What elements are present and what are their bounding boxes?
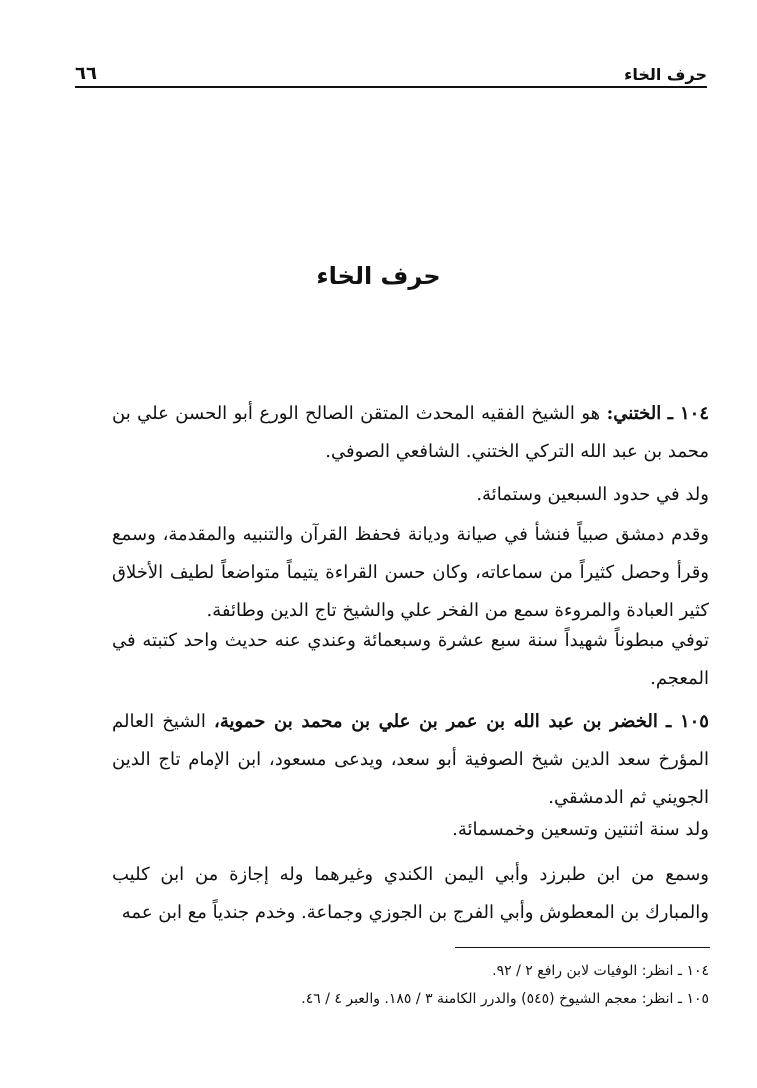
entry-number: ١٠٤ ـ (667, 403, 709, 424)
paragraph-biography-104: وقدم دمشق صبياً فنشأ في صيانة وديانة فحفظ القرآن والتنبيه والمقدمة، وسمع وقرأ وحصل كثيراً من سماعاته، وكان حسن القراءة يتيماً متواضعاً لطيف الأخلاق كثير العبادة والمروءة سمع من الفخر علي والشيخ تاج الدين وطائفة. (112, 524, 709, 621)
entry-104 (112, 395, 709, 471)
running-header (75, 60, 707, 88)
paragraph-death-104: توفي مبطوناً شهيداً سنة سبع عشرة وسبعمائة وعندي عنه حديث واحد كتبته في المعجم. (112, 630, 709, 689)
entry-text: الشيخ العالم المؤرخ سعد الدين شيخ الصوفية أبو سعد، ويدعى مسعود، ابن الإمام تاج الدين الجويني ثم الدمشقي. (112, 711, 709, 808)
entry-105 (112, 703, 709, 817)
entry-heading: الخضر بن عبد الله بن عمر بن علي بن محمد بن حموية، (214, 711, 658, 732)
entry-text: هو الشيخ الفقيه المحدث المتقن الصالح الورع أبو الحسن علي بن محمد بن عبد الله التركي الختني. الشافعي الصوفي. (112, 403, 709, 462)
footnote-divider (455, 947, 710, 948)
footnote-105: ١٠٥ ـ انظر: معجم الشيوخ (٥٤٥) والدرر الكامنة ٣ / ١٨٥. والعبر ٤ / ٤٦. (301, 991, 709, 1007)
entry-number: ١٠٥ ـ (665, 711, 709, 732)
paragraph-birth-104: ولد في حدود السبعين وستمائة. (476, 484, 709, 505)
footnote-104: ١٠٤ ـ انظر: الوفيات لابن رافع ٢ / ٩٢. (492, 963, 709, 979)
entry-heading: الختني: (606, 403, 662, 424)
paragraph-biography-105: وسمع من ابن طبرزد وأبي اليمن الكندي وغيرهما وله إجازة من ابن كليب والمبارك بن المعطوش وأبي الفرج بن الجوزي وجماعة. وخدم جندياً مع ابن عمه (112, 864, 709, 923)
paragraph-birth-105: ولد سنة اثنتين وتسعين وخمسمائة. (452, 819, 709, 840)
page-number: ٦٦ (75, 63, 97, 84)
section-title: حرف الخاء (316, 262, 441, 290)
header-chapter-title: حرف الخاء (624, 65, 707, 84)
